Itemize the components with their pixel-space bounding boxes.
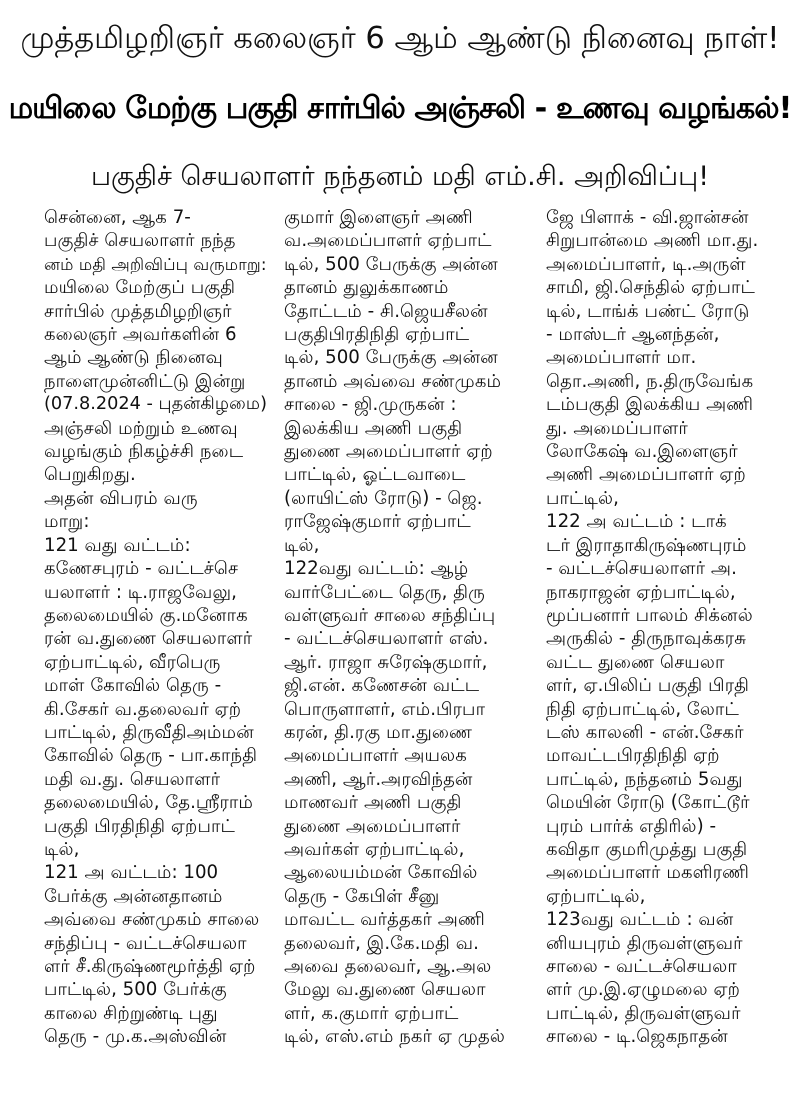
- article-line: அமைப்பாளர் மகளிரணி: [546, 862, 750, 884]
- article-line: சென்னை, ஆக 7-: [44, 207, 191, 228]
- article-line: ஜே பிளாக் - வி.ஜான்சன்: [546, 207, 749, 228]
- main-headline: மயிலை மேற்கு பகுதி சார்பில் அஞ்சலி - உணவு வழங்கல்!: [8, 91, 792, 126]
- article-line: வட்ட துணை செயலா: [546, 651, 725, 673]
- article-line: வார்பேட்டை தெரு, திரு: [284, 581, 485, 603]
- article-line: காலை சிற்றுண்டி புது: [44, 1002, 218, 1024]
- article-line: சாலை - ஜி.முருகன் :: [284, 394, 457, 416]
- article-line: அதன் விபரம் வரு: [44, 487, 198, 509]
- article-line: சாலை - வட்டச்செயலா: [546, 956, 737, 977]
- article-line: கலைஞர் அவர்களின் 6: [44, 324, 237, 346]
- article-line: டர் இராதாகிருஷ்ணபுரம்: [546, 534, 747, 556]
- article-line: கி.சேகர் வ.தலைவர் ஏற்: [44, 698, 242, 720]
- article-line: - வட்டச்செயலாளர் எஸ்.: [284, 628, 489, 650]
- article-line: 122 அ வட்டம் : டாக்: [546, 511, 727, 533]
- article-column-2: [284, 206, 530, 1049]
- article-line: நிதி ஏற்பாட்டில், லோட்: [546, 698, 739, 720]
- article-line: பாட்டில், நந்தனம் 5வது: [546, 768, 743, 790]
- article-line: சாலை - டி.ஜெகநாதன்: [546, 1026, 728, 1048]
- article-line: டில்,: [44, 838, 80, 860]
- article-line: பாட்டில், திருவீதிஅம்மன்: [44, 721, 254, 743]
- article-line: ஆலையம்மன் கோவில்: [284, 862, 478, 884]
- article-line: புரம் பார்க் எதிரில்) -: [546, 815, 717, 837]
- article-line: கவிதா குமரிமுத்து பகுதி: [546, 838, 748, 860]
- article-line: பேர்க்கு அன்னதானம்: [44, 885, 223, 907]
- article-line: தெரு - மு.க.அஸ்வின்: [44, 1026, 227, 1048]
- article-line: கோவில் தெரு - பா.காந்தி: [44, 745, 258, 767]
- article-line: அமைப்பாளர் மா.: [546, 347, 697, 369]
- article-line: பொருளாளர், எம்.பிரபா: [284, 698, 486, 720]
- article-line: வழங்கும் நிகழ்ச்சி நடை: [44, 441, 244, 463]
- article-line: துணை அமைப்பாளர் ஏற்: [284, 441, 493, 463]
- article-column-3: [546, 206, 786, 1049]
- article-line: சாமி, ஜி.செந்தில் ஏற்பாட்: [546, 277, 756, 299]
- article-line: நாளைமுன்னிட்டு இன்று: [44, 370, 246, 392]
- article-line: அவர்கள் ஏற்பாட்டில்,: [284, 838, 465, 860]
- article-line: சந்திப்பு - வட்டச்செயலா: [44, 932, 247, 954]
- article-line: லோகேஷ் வ.இளைஞர்: [546, 441, 738, 463]
- article-line: ரன் வ.துணை செயலாளர்: [44, 628, 253, 650]
- article-line: ஆம் ஆண்டு நினைவு: [44, 347, 223, 369]
- article-line: தலைமையில், தே.ஸ்ரீராம்: [44, 792, 254, 814]
- article-line: அணி, ஆர்.அரவிந்தன்: [284, 768, 473, 790]
- article-line: பகுதிச் செயலாளர் நந்த: [44, 230, 236, 252]
- article-line: டில், 500 பேருக்கு அன்ன: [284, 347, 498, 369]
- article-line: அமைப்பாளர், டி.அருள்: [546, 253, 746, 275]
- article-line: ளர் மு.இ.ஏழுமலை ஏற்: [546, 979, 740, 1001]
- article-line: ளர், ஏ.பிலிப் பகுதி பிரதி: [546, 675, 750, 697]
- article-line: இலக்கிய அணி பகுதி: [284, 417, 463, 439]
- article-line: 123வது வட்டம் : வன்: [546, 909, 734, 931]
- article-column-1: [44, 206, 268, 1049]
- article-line: அணி அமைப்பாளர் ஏற்: [546, 464, 746, 486]
- article-line: மாவட்டபிரதிநிதி ஏற்: [546, 745, 720, 767]
- article-line: டில், 500 பேருக்கு அன்ன: [284, 253, 498, 275]
- article-line: அஞ்சலி மற்றும் உணவு: [44, 417, 238, 439]
- article-line: பாட்டில், 500 பேர்க்கு: [44, 979, 227, 1001]
- article-line: - வட்டச்செயலாளர் அ.: [546, 558, 737, 580]
- article-line: மாள் கோவில் தெரு -: [44, 675, 222, 697]
- article-line: சார்பில் முத்தமிழறிஞர்: [44, 300, 232, 322]
- article-line: தானம் அவ்வை சண்முகம்: [284, 370, 502, 392]
- article-line: - மாஸ்டர் ஆனந்தன்,: [546, 324, 720, 346]
- article-line: மதி வ.து. செயலாளர்: [44, 768, 221, 790]
- sub-headline: பகுதிச் செயலாளர் நந்தனம் மதி எம்.சி. அறிவிப்பு!: [90, 161, 710, 192]
- article-line: அவ்வை சண்முகம் சாலை: [44, 909, 260, 931]
- article-line: கரன், தி.ரகு மா.துணை: [284, 721, 473, 743]
- article-line: தலைவர், இ.கே.மதி வ.: [284, 932, 479, 954]
- article-line: (07.8.2024 - புதன்கிழமை): [44, 394, 267, 415]
- kicker-headline: முத்தமிழறிஞர் கலைஞர் 6 ஆம் ஆண்டு நினைவு நாள்!: [20, 21, 780, 56]
- article-line: தலைமையில் கு.மனோக: [44, 604, 248, 626]
- article-line: 121 வது வட்டம்:: [44, 534, 191, 556]
- article-line: அமைப்பாளர் அயலக: [284, 745, 467, 767]
- article-line: தானம் துலுக்காணம்: [284, 277, 449, 299]
- article-line: து. அமைப்பாளர்: [546, 417, 688, 439]
- article-line: டஸ் காலனி - என்.சேகர்: [546, 721, 744, 743]
- article-line: மெயின் ரோடு (கோட்டூர்: [546, 792, 750, 814]
- article-line: டம்பகுதி இலக்கிய அணி: [546, 394, 754, 416]
- article-line: துணை அமைப்பாளர்: [284, 815, 461, 837]
- article-line: மாறு:: [44, 511, 90, 533]
- article-line: சிறுபான்மை அணி மா.து.: [546, 230, 759, 252]
- article-line: ளர், க.குமார் ஏற்பாட்: [284, 1002, 459, 1024]
- article-line: மாணவர் அணி பகுதி: [284, 792, 462, 814]
- article-line: மேலு வ.துணை செயலா: [284, 979, 486, 1001]
- article-line: பாட்டில்,: [546, 487, 619, 509]
- article-line: ராஜேஷ்குமார் ஏற்பாட்: [284, 511, 471, 533]
- article-line: டில்,: [284, 534, 320, 556]
- article-line: ளர் சீ.கிருஷ்ணமூர்த்தி ஏற்: [44, 956, 256, 977]
- article-line: (லாயிட்ஸ் ரோடு) - ஜெ.: [284, 487, 483, 509]
- article-line: 121 அ வட்டம்: 100: [44, 862, 219, 884]
- article-line: வள்ளுவர் சாலை சந்திப்பு: [284, 604, 496, 626]
- article-line: மாவட்ட வர்த்தகர் அணி: [284, 909, 486, 931]
- article-line: டில், எஸ்.எம் நகர் ஏ முதல்: [284, 1026, 505, 1048]
- article-line: ஆர். ராஜா சுரேஷ்குமார்,: [284, 651, 488, 673]
- article-line: அவை தலைவர், ஆ.அல: [284, 956, 492, 977]
- article-line: நாகராஜன் ஏற்பாட்டில்,: [546, 581, 736, 603]
- article-line: கணேசபுரம் - வட்டச்செ: [44, 558, 239, 580]
- article-line: பெறுகிறது.: [44, 464, 136, 486]
- article-line: ஏற்பாட்டில், வீரபெரு: [44, 651, 221, 673]
- article-line: தொ.அணி, ந.திருவேங்க: [546, 370, 754, 392]
- article-line: னம் மதி அறிவிப்பு வருமாறு:: [44, 253, 267, 274]
- article-line: வ.அமைப்பாளர் ஏற்பாட்: [284, 230, 492, 252]
- article-line: தெரு - கேபிள் சீனு: [284, 885, 440, 907]
- article-line: ஜி.என். கணேசன் வட்ட: [284, 675, 480, 697]
- article-line: பாட்டில், திருவள்ளுவர்: [546, 1002, 741, 1024]
- article-line: 122வது வட்டம்: ஆழ்: [284, 558, 469, 580]
- article-line: பகுதிபிரதிநிதி ஏற்பாட்: [284, 324, 470, 346]
- article-line: னியபுரம் திருவள்ளுவர்: [546, 932, 743, 954]
- article-line: பாட்டில், ஓட்டவாடை: [284, 464, 466, 486]
- article-line: யலாளர் : டி.ராஜவேலு,: [44, 581, 237, 603]
- article-line: மூப்பனார் பாலம் சிக்னல்: [546, 604, 753, 626]
- article-line: டில், டாங்க் பண்ட் ரோடு: [546, 300, 750, 322]
- article-line: பகுதி பிரதிநிதி ஏற்பாட்: [44, 815, 235, 837]
- article-line: ஏற்பாட்டில்,: [546, 885, 646, 907]
- article-line: குமார் இளைஞர் அணி: [284, 207, 473, 228]
- article-line: அருகில் - திருநாவுக்கரசு: [546, 628, 747, 650]
- article-line: தோட்டம் - சி.ஜெயசீலன்: [284, 300, 488, 322]
- article-line: மயிலை மேற்குப் பகுதி: [44, 277, 236, 299]
